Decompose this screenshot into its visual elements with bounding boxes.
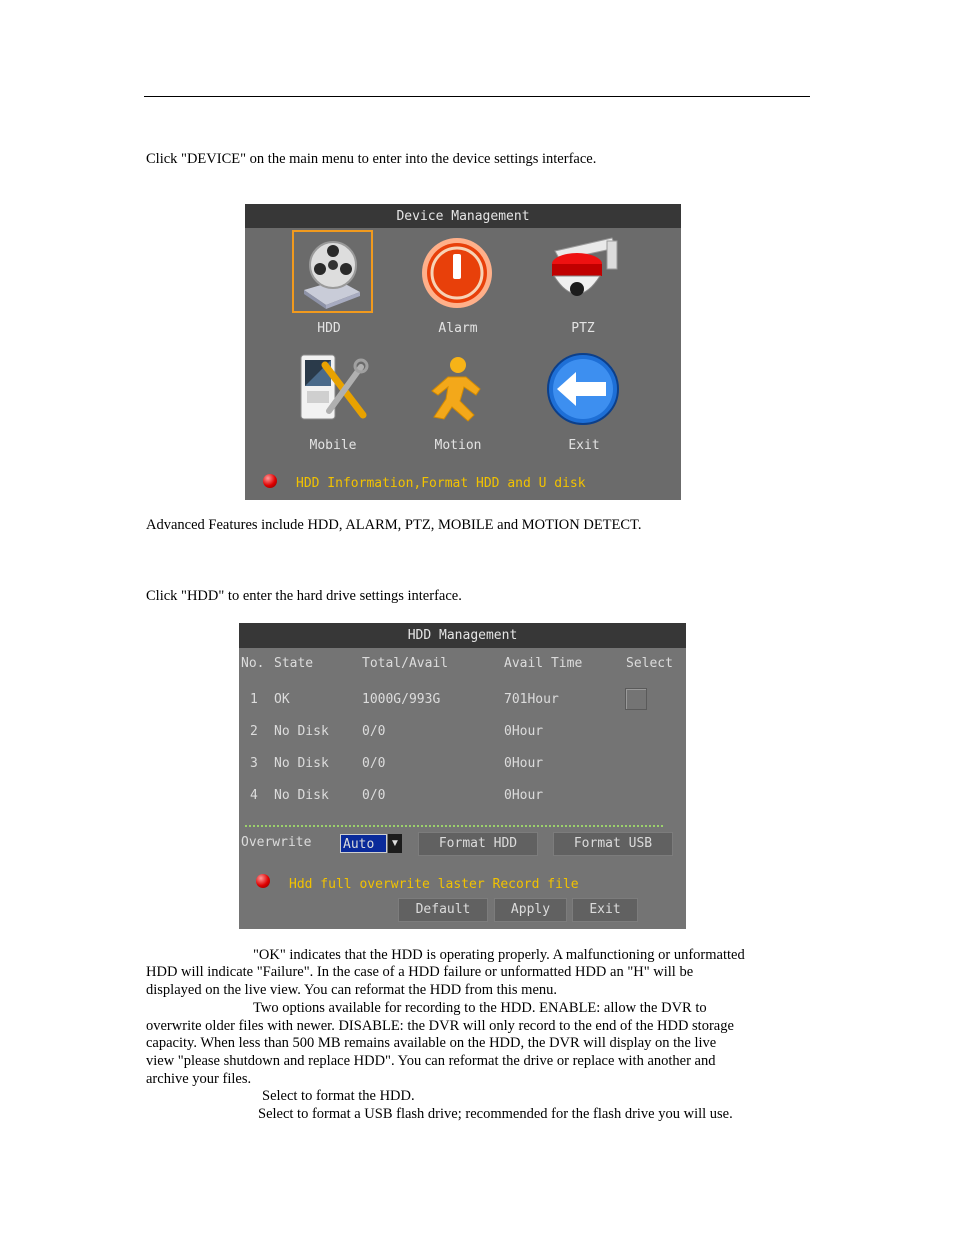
overwrite-select[interactable]: Auto (340, 834, 387, 853)
hdd-icon (268, 230, 388, 314)
hdd-intro-text: Click "HDD" to enter the hard drive settings interface. (146, 588, 462, 604)
row-total-avail: 1000G/993G (362, 692, 441, 707)
tile-label-ptz: PTZ (571, 321, 595, 336)
desc-line: Two options available for recording to the HDD. ENABLE: allow the DVR to (253, 1000, 707, 1016)
row-state: OK (274, 692, 290, 707)
device-status-text: HDD Information,Format HDD and U disk (296, 476, 586, 491)
tile-label-mobile: Mobile (309, 438, 357, 453)
status-led-icon (263, 474, 277, 488)
row-avail-time: 0Hour (504, 756, 544, 771)
desc-line: displayed on the live view. You can reformat the HDD from this menu. (146, 982, 558, 998)
overwrite-label: Overwrite (241, 835, 312, 850)
header-state: State (274, 656, 314, 671)
intro-text: Click "DEVICE" on the main menu to enter into the device settings interface. (146, 151, 597, 167)
desc-line: archive your files. (146, 1071, 252, 1087)
panel-title: Device Management (245, 204, 681, 228)
row-avail-time: 0Hour (504, 724, 544, 739)
row-avail-time: 701Hour (504, 692, 559, 707)
mobile-icon (273, 347, 393, 431)
row-no: 1 (250, 692, 258, 707)
row-total-avail: 0/0 (362, 788, 386, 803)
divider (245, 825, 663, 827)
row-no: 2 (250, 724, 258, 739)
row-no: 4 (250, 788, 258, 803)
hdd-management-panel (239, 623, 686, 929)
status-led-icon (256, 874, 270, 888)
header-total-avail: Total/Avail (362, 656, 449, 671)
header-no: No. (241, 656, 265, 671)
row-state: No Disk (274, 788, 329, 803)
desc-line: overwrite older files with newer. DISABLE: the DVR will only record to the end of the HDD storage (146, 1018, 734, 1034)
tile-label-alarm: Alarm (438, 321, 478, 336)
row-state: No Disk (274, 756, 329, 771)
desc-line: capacity. When less than 500 MB remains available on the HDD, the DVR will display on the live (146, 1035, 717, 1051)
panel-title: HDD Management (239, 623, 686, 648)
advanced-features-text: Advanced Features include HDD, ALARM, PTZ, MOBILE and MOTION DETECT. (146, 517, 642, 533)
ptz-camera-icon (520, 230, 640, 314)
default-button[interactable]: Default (398, 898, 488, 922)
tile-label-motion: Motion (434, 438, 482, 453)
row-total-avail: 0/0 (362, 756, 386, 771)
row-total-avail: 0/0 (362, 724, 386, 739)
row-state: No Disk (274, 724, 329, 739)
row-no: 3 (250, 756, 258, 771)
header-select: Select (626, 656, 673, 671)
device-management-panel (245, 204, 681, 500)
exit-button[interactable]: Exit (572, 898, 638, 922)
format-hdd-button[interactable]: Format HDD (418, 832, 538, 856)
alarm-icon (398, 230, 518, 314)
tile-label-hdd: HDD (317, 321, 341, 336)
select-checkbox[interactable] (625, 688, 647, 710)
chevron-down-icon[interactable]: ▼ (388, 834, 402, 853)
tile-label-exit: Exit (568, 438, 600, 453)
motion-icon (398, 347, 518, 431)
exit-arrow-icon (524, 347, 644, 431)
desc-line: "OK" indicates that the HDD is operating properly. A malfunctioning or unformatted (253, 947, 745, 963)
header-avail-time: Avail Time (504, 656, 583, 671)
format-usb-button[interactable]: Format USB (553, 832, 673, 856)
apply-button[interactable]: Apply (494, 898, 567, 922)
desc-line: HDD will indicate "Failure". In the case of a HDD failure or unformatted HDD an "H" will be (146, 964, 694, 980)
header-rule (144, 96, 810, 97)
desc-line: view "please shutdown and replace HDD". You can reformat the drive or replace with another and (146, 1053, 716, 1069)
desc-line: Select to format the HDD. (262, 1088, 415, 1104)
hdd-status-text: Hdd full overwrite laster Record file (289, 877, 579, 892)
desc-line: Select to format a USB flash drive; recommended for the flash drive you will use. (258, 1106, 733, 1122)
row-avail-time: 0Hour (504, 788, 544, 803)
